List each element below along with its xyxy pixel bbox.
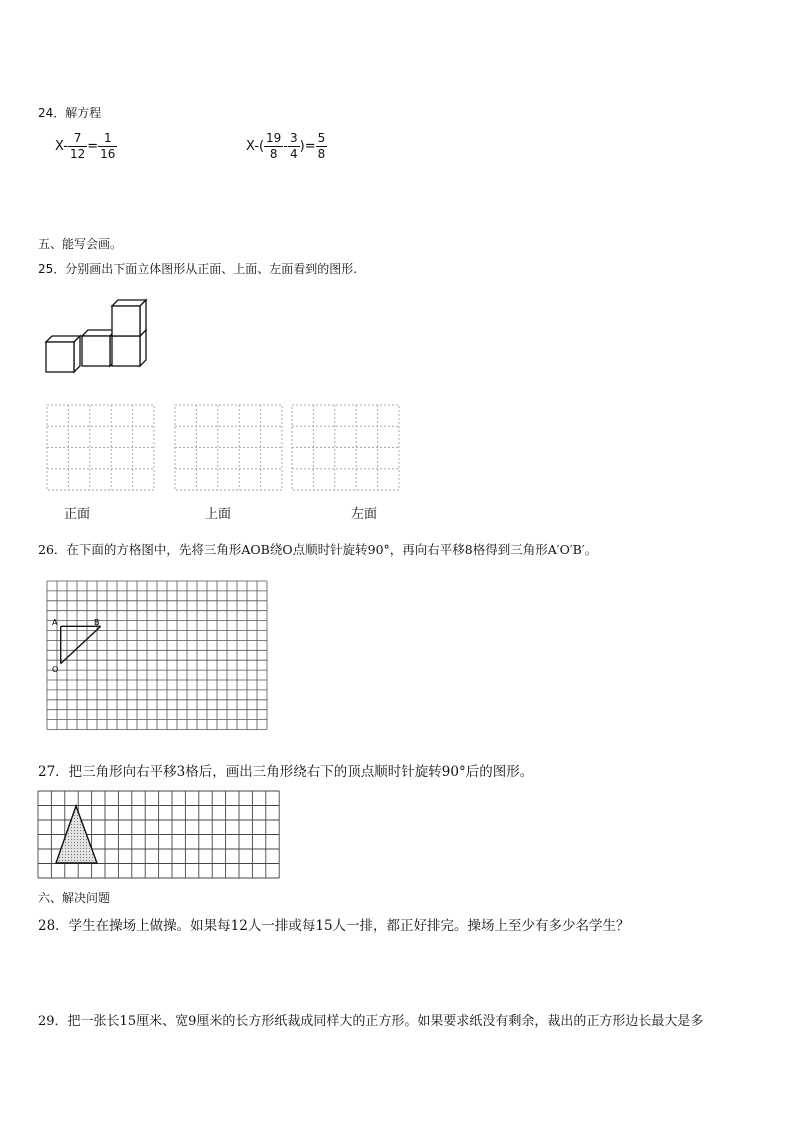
eq2-fraction-3 xyxy=(316,131,328,162)
eq2-minus: - xyxy=(283,139,289,154)
eq1-lhs: X- xyxy=(55,139,68,154)
left-view-grid[interactable] xyxy=(291,404,401,492)
point-b-label: B xyxy=(94,618,100,627)
equation-2 xyxy=(246,131,327,162)
front-view-label: 正面 xyxy=(64,507,91,522)
section-6-heading: 六、解决问题 xyxy=(38,891,111,905)
eq1-f2-den: 16 xyxy=(100,147,116,161)
q26-title: 26．在下面的方格图中，先将三角形AOB绕O点顺时针旋转90°，再向右平移8格得到三角形A′O′B′。 xyxy=(38,542,598,557)
eq2-fraction-1 xyxy=(264,131,283,162)
point-a-label: A xyxy=(52,618,58,627)
equation-1 xyxy=(55,131,117,162)
q27-title: 27．把三角形向右平移3格后，画出三角形绕右下的顶点顺时针旋转90°后的图形。 xyxy=(38,764,534,780)
eq2-f3-num: 5 xyxy=(317,131,326,145)
eq2-f2-den: 4 xyxy=(290,147,298,161)
translation-grid[interactable] xyxy=(37,790,281,880)
point-o-label: O xyxy=(52,665,59,674)
q29-title: 29．把一张长15厘米、宽9厘米的长方形纸裁成同样大的正方形。如果要求纸没有剩余，裁出的正方形边长最大是多 xyxy=(38,1014,704,1029)
cube-stack-figure xyxy=(40,296,152,376)
eq1-f1-den: 12 xyxy=(69,147,86,161)
top-view-label: 上面 xyxy=(205,507,232,522)
eq1-fraction-2 xyxy=(98,131,117,162)
front-view-grid[interactable] xyxy=(46,404,156,492)
eq2-f3-den: 8 xyxy=(317,147,326,161)
left-view-label: 左面 xyxy=(351,507,378,522)
eq2-f1-num: 19 xyxy=(266,131,282,145)
eq1-fraction-1 xyxy=(68,131,87,162)
q25-title: 25．分别画出下面立体图形从正面、上面、左面看到的图形. xyxy=(38,262,358,276)
eq2-close-equals: )= xyxy=(299,139,316,154)
eq2-f2-num: 3 xyxy=(290,131,298,145)
eq1-f2-num: 1 xyxy=(98,131,117,147)
eq2-lhs: X-( xyxy=(246,139,265,154)
rotation-grid[interactable] xyxy=(44,578,270,736)
eq2-fraction-2 xyxy=(288,131,300,162)
q28-title: 28．学生在操场上做操。如果每12人一排或每15人一排，都正好排完。操场上至少有多少名学生？ xyxy=(38,918,630,934)
q24-title: 24．解方程 xyxy=(38,106,102,120)
eq1-f1-num: 7 xyxy=(68,131,87,147)
eq1-equals: = xyxy=(87,139,99,154)
section-5-heading: 五、能写会画。 xyxy=(38,237,123,251)
top-view-grid[interactable] xyxy=(174,404,284,492)
eq2-f1-den: 8 xyxy=(269,147,278,161)
